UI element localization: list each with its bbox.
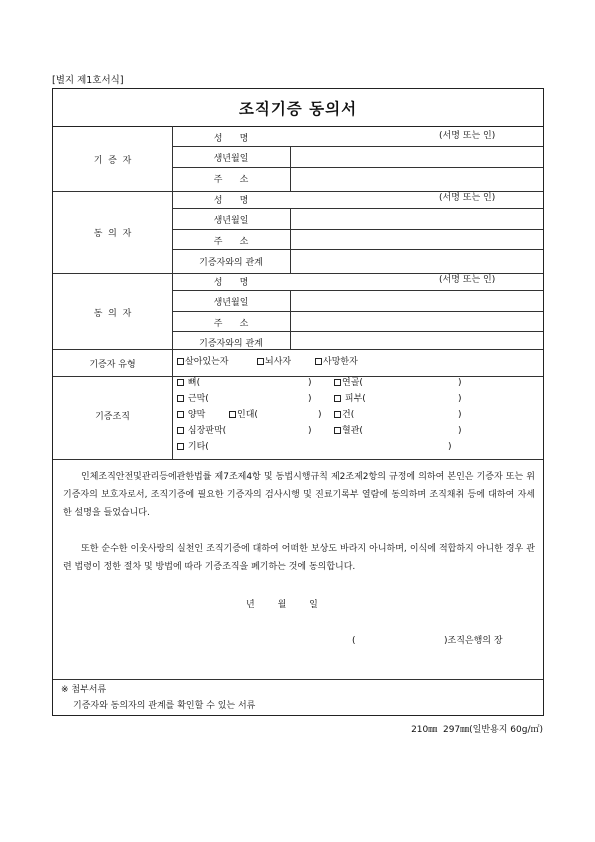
divider [53, 459, 543, 460]
form-number-label: [별지 제1호서식] [52, 75, 124, 86]
bracket-close: ) [458, 394, 462, 404]
column-line [290, 208, 291, 273]
consenter-section-label: 동 의 자 [93, 229, 132, 239]
tissue-fascia[interactable]: 근막( [177, 394, 209, 405]
row-line [172, 290, 543, 291]
tissue-cartilage[interactable]: 연골( [334, 378, 363, 389]
divider [53, 273, 543, 274]
sign-note: (서명 또는 인) [439, 275, 496, 285]
divider [53, 376, 543, 377]
name-label: 성 명 [213, 196, 249, 206]
column-line [290, 290, 291, 349]
attachment-item: 기증자와 동의자의 관계를 확인할 수 있는 서류 [73, 701, 256, 711]
tissue-heart-valve[interactable]: 심장판막( [177, 426, 226, 437]
row-line [172, 249, 543, 250]
sign-note: (서명 또는 인) [439, 131, 496, 141]
tissue-tendon[interactable]: 건( [334, 410, 354, 421]
row-line [172, 331, 543, 332]
consent-form [52, 88, 544, 716]
row-line [172, 167, 543, 168]
bracket-close: ) [448, 442, 452, 452]
row-line [172, 311, 543, 312]
consent-paragraph-2: 또한 순수한 이웃사랑의 실천인 조직기증에 대하여 어떠한 보상도 바라지 아니하며, 이식에 적합하지 아니한 경우 관련 법령이 정한 절차 및 방법에 따라 기증조직을 폐기하는 것에 동의합니다. [63, 544, 535, 572]
tissue-vessel[interactable]: 혈관( [334, 426, 363, 437]
relation-label: 기증자와의 관계 [199, 339, 263, 349]
bank-bracket-open: ( [352, 636, 356, 646]
donor-type-brain-dead[interactable]: 뇌사자 [257, 357, 291, 368]
donor-type-label: 기증자 유형 [89, 360, 136, 370]
checkbox-icon [177, 379, 184, 386]
divider [53, 349, 543, 350]
donor-type-living[interactable]: 살아있는자 [177, 357, 228, 368]
checkbox-icon [177, 395, 184, 402]
tissue-other[interactable]: 기타( [177, 442, 209, 453]
birth-label: 생년월일 [213, 298, 249, 308]
name-label: 성 명 [213, 134, 249, 144]
bracket-close: ) [458, 410, 462, 420]
bracket-close: ) [318, 410, 322, 420]
checkbox-icon [177, 443, 184, 450]
paper-spec: 210㎜ 297㎜(일반용지 60g/㎡) [411, 725, 543, 735]
birth-label: 생년월일 [213, 154, 249, 164]
checkbox-icon [177, 411, 184, 418]
bracket-close: ) [308, 426, 312, 436]
bracket-close: ) [458, 378, 462, 388]
row-line [172, 229, 543, 230]
name-label: 성 명 [213, 278, 249, 288]
checkbox-icon [177, 427, 184, 434]
date-line: 년 월 일 [246, 600, 318, 610]
bank-head-label: )조직은행의 장 [444, 636, 503, 646]
tissue-bone[interactable]: 뼈( [177, 378, 200, 389]
donor-section-label: 기 증 자 [93, 156, 132, 166]
checkbox-icon [334, 379, 341, 386]
checkbox-icon [177, 358, 184, 365]
address-label: 주 소 [213, 319, 249, 329]
divider [53, 679, 543, 680]
divider [53, 191, 543, 192]
row-line [172, 146, 543, 147]
form-title: 조직기증 동의서 [53, 89, 543, 127]
bracket-close: ) [458, 426, 462, 436]
checkbox-icon [315, 358, 322, 365]
row-line [172, 208, 543, 209]
bracket-close: ) [308, 378, 312, 388]
tissue-ligament[interactable]: 인대( [229, 410, 258, 421]
column-line [290, 146, 291, 191]
consenter-section-label: 동 의 자 [93, 309, 132, 319]
sign-note: (서명 또는 인) [439, 193, 496, 203]
tissue-label: 기증조직 [95, 412, 130, 422]
address-label: 주 소 [213, 237, 249, 247]
bracket-close: ) [308, 394, 312, 404]
checkbox-icon [334, 427, 341, 434]
address-label: 주 소 [213, 175, 249, 185]
consent-paragraph-1: 인체조직안전및관리등에관한법률 제7조제4항 및 동법시행규칙 제2조제2항의 규정에 의하여 본인은 기증자 또는 위 기증자의 보호자로서, 조직기증에 필요한 기증자의 검사시행 및 진료기록부 열람에 동의하며 조직채취 등에 대하여 자세한 설명을 들었습니다. [63, 472, 535, 518]
checkbox-icon [334, 411, 341, 418]
checkbox-icon [257, 358, 264, 365]
tissue-skin[interactable]: 피부( [334, 394, 366, 405]
relation-label: 기증자와의 관계 [199, 258, 263, 268]
donor-type-deceased[interactable]: 사망한자 [315, 357, 358, 368]
tissue-amnion[interactable]: 양막 [177, 410, 205, 421]
checkbox-icon [334, 395, 341, 402]
checkbox-icon [229, 411, 236, 418]
attachment-title: ※ 첨부서류 [61, 685, 107, 695]
birth-label: 생년월일 [213, 216, 249, 226]
